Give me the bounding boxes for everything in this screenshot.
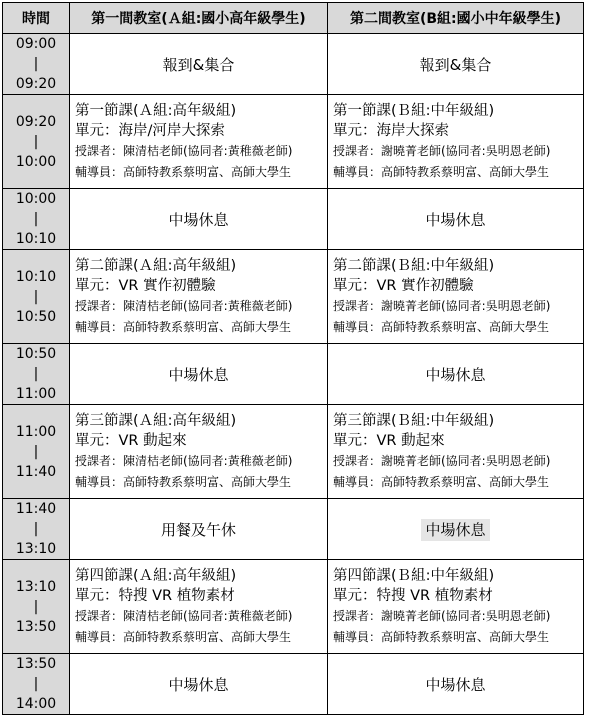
session-unit: 單元：VR 實作初體驗	[75, 277, 216, 294]
session-teacher: 授課者：陳清桔老師(協同者:黃稚薇老師)	[75, 453, 293, 468]
time-cell	[3, 344, 70, 405]
session-teacher: 授課者：謝曉菁老師(協同者:吳明恩老師)	[333, 453, 551, 468]
break-label: 中場休息	[425, 365, 486, 384]
time-start: 09:20	[15, 113, 57, 130]
session-tutor: 輔導員：高師特教系蔡明富、高師大學生	[333, 629, 550, 644]
session-cell-a	[70, 95, 328, 189]
session-teacher: 授課者：謝曉菁老師(協同者:吳明恩老師)	[333, 608, 551, 623]
break-cell-b	[328, 189, 584, 250]
session-cell-b	[328, 405, 584, 499]
time-separator: |	[33, 443, 39, 460]
time-start: 11:40	[15, 501, 57, 517]
time-cell	[3, 560, 70, 654]
time-start: 11:00	[15, 423, 57, 440]
time-end: 10:50	[15, 308, 57, 325]
break-label: 用餐及午休	[160, 520, 236, 539]
time-separator: |	[33, 598, 39, 615]
break-label: 報到&集合	[162, 55, 235, 74]
time-cell	[3, 250, 70, 344]
time-cell	[3, 499, 70, 560]
break-row	[3, 499, 584, 560]
session-row	[3, 95, 584, 189]
break-label: 中場休息	[168, 365, 229, 384]
session-title: 第二節課(Ｂ組:中年級組)	[333, 257, 495, 274]
session-cell-b	[328, 95, 584, 189]
session-teacher: 授課者：謝曉菁老師(協同者:吳明恩老師)	[333, 143, 551, 158]
session-row	[3, 250, 584, 344]
time-end: 11:00	[15, 386, 57, 402]
time-separator: |	[33, 56, 39, 72]
break-row	[3, 189, 584, 250]
break-row	[3, 344, 584, 405]
break-cell-b	[328, 344, 584, 405]
session-cell-b	[328, 250, 584, 344]
time-end: 11:40	[15, 463, 57, 480]
time-separator: |	[33, 211, 39, 227]
time-separator: |	[33, 288, 39, 305]
break-cell-a	[70, 654, 328, 715]
time-start: 13:50	[15, 656, 57, 672]
session-tutor: 輔導員：高師特教系蔡明富、高師大學生	[333, 319, 550, 334]
session-cell-a	[70, 560, 328, 654]
session-unit: 單元：特搜 VR 植物素材	[333, 587, 493, 604]
break-label: 中場休息	[425, 210, 486, 229]
break-cell-b	[328, 34, 584, 95]
time-cell	[3, 654, 70, 715]
break-label: 中場休息	[168, 675, 229, 694]
break-cell-b	[328, 499, 584, 560]
break-cell-a	[70, 34, 328, 95]
session-title: 第三節課(Ａ組:高年級組)	[75, 412, 237, 429]
session-row	[3, 405, 584, 499]
session-tutor: 輔導員：高師特教系蔡明富、高師大學生	[333, 164, 550, 179]
time-end: 10:00	[15, 153, 57, 170]
time-end: 13:10	[15, 541, 57, 557]
time-end: 13:50	[15, 618, 57, 635]
session-title: 第三節課(Ｂ組:中年級組)	[333, 412, 495, 429]
time-cell	[3, 34, 70, 95]
session-title: 第一節課(Ａ組:高年級組)	[75, 102, 237, 119]
session-tutor: 輔導員：高師特教系蔡明富、高師大學生	[75, 164, 292, 179]
time-separator: |	[33, 521, 39, 537]
time-cell	[3, 189, 70, 250]
break-label: 中場休息	[425, 675, 486, 694]
session-title: 第二節課(Ａ組:高年級組)	[75, 257, 237, 274]
time-separator: |	[33, 366, 39, 382]
session-tutor: 輔導員：高師特教系蔡明富、高師大學生	[333, 474, 550, 489]
header-classroom-a: 第一間教室(Ａ組:國小高年級學生)	[70, 3, 328, 34]
session-unit: 單元：VR 動起來	[333, 432, 445, 449]
time-end: 10:10	[15, 231, 57, 247]
break-cell-a	[70, 189, 328, 250]
session-tutor: 輔導員：高師特教系蔡明富、高師大學生	[75, 319, 292, 334]
break-label: 中場休息	[421, 519, 489, 541]
time-start: 10:10	[15, 268, 57, 285]
header-time: 時間	[3, 3, 70, 34]
session-cell-a	[70, 250, 328, 344]
session-unit: 單元：海岸大探索	[333, 122, 449, 139]
time-start: 10:00	[15, 191, 57, 207]
session-cell-b	[328, 560, 584, 654]
session-unit: 單元：海岸/河岸大探索	[75, 122, 225, 139]
break-label: 中場休息	[168, 210, 229, 229]
schedule-table	[2, 2, 584, 715]
session-teacher: 授課者：陳清桔老師(協同者:黃稚薇老師)	[75, 298, 293, 313]
break-label: 報到&集合	[419, 55, 492, 74]
session-row	[3, 560, 584, 654]
header-classroom-b: 第二間教室(B組:國小中年級學生)	[328, 3, 584, 34]
session-title: 第一節課(Ｂ組:中年級組)	[333, 102, 495, 119]
session-unit: 單元：特搜 VR 植物素材	[75, 587, 235, 604]
time-end: 14:00	[15, 696, 57, 712]
session-teacher: 授課者：謝曉菁老師(協同者:吳明恩老師)	[333, 298, 551, 313]
break-cell-b	[328, 654, 584, 715]
session-tutor: 輔導員：高師特教系蔡明富、高師大學生	[75, 629, 292, 644]
session-tutor: 輔導員：高師特教系蔡明富、高師大學生	[75, 474, 292, 489]
time-cell	[3, 405, 70, 499]
session-title: 第四節課(Ａ組:高年級組)	[75, 567, 237, 584]
session-unit: 單元：VR 動起來	[75, 432, 187, 449]
break-cell-a	[70, 344, 328, 405]
break-cell-a	[70, 499, 328, 560]
session-unit: 單元：VR 實作初體驗	[333, 277, 474, 294]
time-start: 10:50	[15, 346, 57, 362]
time-separator: |	[33, 133, 39, 150]
time-cell	[3, 95, 70, 189]
time-start: 09:00	[15, 36, 57, 52]
session-title: 第四節課(Ｂ組:中年級組)	[333, 567, 495, 584]
session-teacher: 授課者：陳清桔老師(協同者:黃稚薇老師)	[75, 608, 293, 623]
session-cell-a	[70, 405, 328, 499]
break-row	[3, 654, 584, 715]
header-row	[3, 3, 584, 34]
schedule-body	[3, 34, 584, 715]
session-teacher: 授課者：陳清桔老師(協同者:黃稚薇老師)	[75, 143, 293, 158]
break-row	[3, 34, 584, 95]
time-end: 09:20	[15, 76, 57, 92]
time-separator: |	[33, 676, 39, 692]
time-start: 13:10	[15, 578, 57, 595]
